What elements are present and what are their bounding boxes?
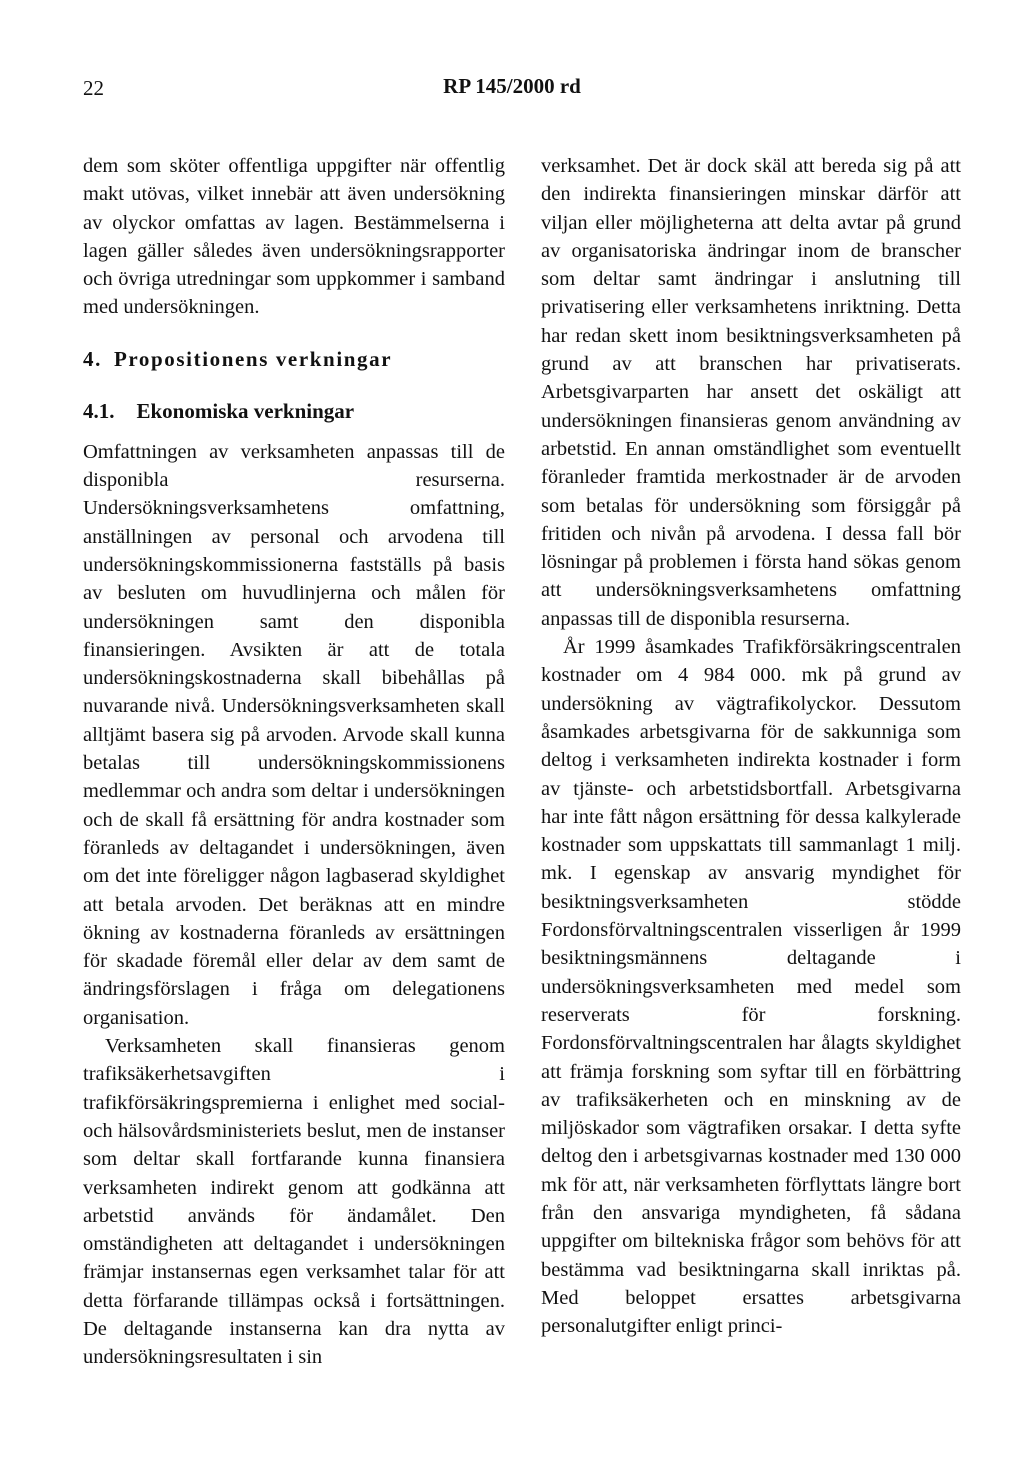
page-number: 22 xyxy=(83,76,104,100)
body-paragraph: Verksamheten skall finansieras genom trafiksäkerhetsavgiften i trafikförsäkringspremierna i enlighet med social- och hälsovårdsministeriets beslut, men de instanser som deltar skall fortfarande kunna finansiera verksamheten indirekt genom att godkänna att arbetstid används för ändamålet. Den omständigheten att deltagandet i undersökningen främjar instansernas egen verksamhet talar för att detta förfarande tillämpas också i fortsättningen. De deltagande instanserna kan dra nytta av undersökningsresultaten i sin xyxy=(83,1035,505,1369)
subsection-title: Ekonomiska verkningar xyxy=(136,398,355,423)
body-paragraph: Omfattningen av verksamheten anpassas till de disponibla resurserna. Undersökningsverksamhetens omfattning, anställningen av personal och arvodena till undersökningskommissionerna fastställs på basis av besluten om huvudlinjerna och målen för undersökningen samt den disponibla finansieringen. Avsikten är att de totala undersökningskostnaderna skall bibehållas på nuvarande nivå. Undersökningsverksamheten skall alltjämt basera sig på arvoden. Arvode skall kunna betalas till undersökningskommissionens medlemmar och andra som deltar i undersökningen och de skall få ersättning för andra kostnader som föranleds av deltagandet i undersökningen, även om det inte föreligger någon lagbaserad skyldighet att betala arvoden. Det beräknas att en mindre ökning av kostnaderna föranleds av ersättningen för skadade föremål eller delar av dem samt de ändringsförslagen i fråga om delegationens organisation. xyxy=(83,440,505,1029)
section-heading xyxy=(83,344,505,374)
section-title: Propositionens verkningar xyxy=(113,346,393,371)
body-paragraph: År 1999 åsamkades Trafikförsäkringscentralen kostnader om 4 984 000. mk på grund av undersökning av vägtrafikolyckor. Dessutom åsamkades arbetsgivarna för de sakkunniga som deltog i verksamheten indirekta kostnader i form av tjänste- och arbetstidsbortfall. Arbetsgivarna har inte fått någon ersättning för dessa kalkylerade kostnader som uppskattats till sammanlagt 1 milj. mk. I egenskap av ansvarig myndighet för besiktningsverksamheten stödde Fordonsförvaltningscentralen visserligen år 1999 besiktningsmännens deltagande i undersökningsverksamheten med medel som reserverats för forskning. Fordonsförvaltningscentralen har ålagts skyldighet att främja forskning som syftar till en förbättring av trafiksäkerheten och en minskning av de miljöskador som vägtrafiken orsakar. I detta syfte deltog den i arbetsgivarnas kostnader med 130 000 mk för att, när verksamheten förflyttats längre bort från den ansvariga myndigheten, få sådana uppgifter om biltekniska frågor som behövs för att bestämma vad besiktningarna skall inriktas på. Med beloppet ersattes arbetsgivarna personalutgifter enligt princi- xyxy=(541,636,961,1338)
left-column xyxy=(83,152,505,1372)
subsection-heading xyxy=(83,396,505,426)
intro-paragraph: dem som sköter offentliga uppgifter när offentlig makt utövas, vilket innebär att även undersökning av olyckor omfattas av lagen. Bestämmelserna i lagen gäller således även undersökningsrapporter och övriga utredningar som uppkommer i samband med undersökningen. xyxy=(83,155,505,319)
subsection-number: 4.1. xyxy=(83,398,115,423)
running-title: RP 145/2000 rd xyxy=(443,74,581,98)
body-paragraph: verksamhet. Det är dock skäl att bereda sig på att den indirekta finansieringen minskar därför att viljan eller möjligheterna att delta avtar på grund av organisatoriska ändringar inom de branscher som deltar samt ändringar i anslutning till privatisering eller verksamhetens inriktning. Detta har redan skett inom besiktningsverksamheten på grund av att branschen har privatiserats. Arbetsgivarparten har ansett det oskäligt att undersökningen finansieras genom användning av arbetstid. En annan omständlighet som eventuellt föranleder framtida merkostnader är de arvoden som betalas för undersökning som försiggår på fritiden och nivån på arvodena. I dessa fall bör lösningar på problemen i första hand sökas genom att undersökningsverksamhetens omfattning anpassas till de disponibla resurserna. xyxy=(541,155,961,630)
right-column xyxy=(541,152,961,1340)
section-number: 4. xyxy=(83,346,102,371)
